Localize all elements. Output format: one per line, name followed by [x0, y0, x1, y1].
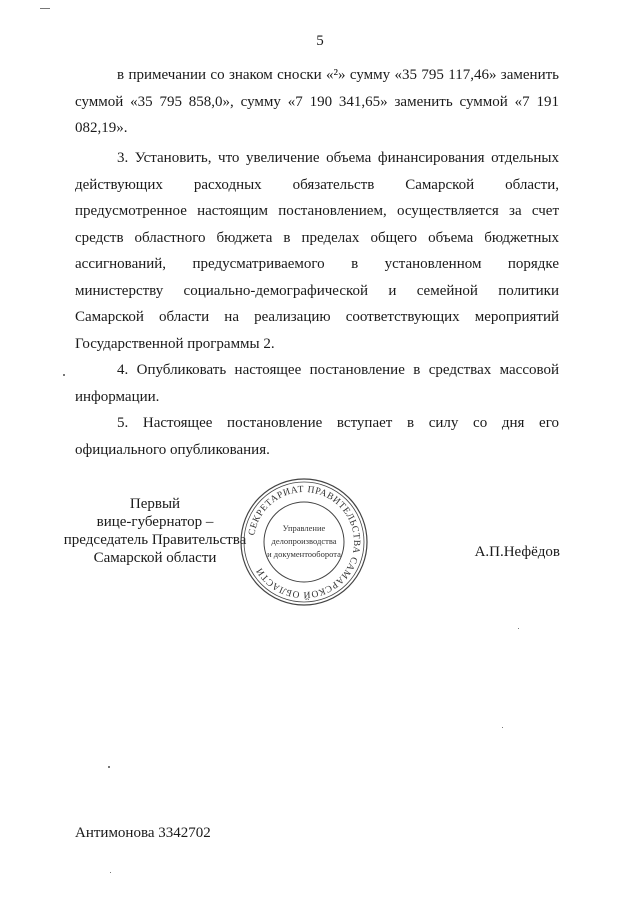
official-stamp	[238, 476, 370, 608]
paragraph-4: 4. Опубликовать настоящее постановление в средствах массовой информации.	[75, 362, 559, 405]
scan-artifact	[108, 766, 110, 768]
scan-artifact	[110, 872, 111, 873]
signer-name: А.П.Нефёдов	[474, 544, 560, 560]
signatory-title	[60, 495, 250, 567]
signatory-title-line: председатель Правительства	[63, 532, 247, 548]
scan-artifact	[63, 374, 65, 376]
executor-contact: Антимонова 3342702	[75, 825, 211, 841]
stamp-center-line: и документооборота	[267, 549, 341, 559]
paragraph-3: 3. Установить, что увеличение объема финансирования отдельных действующих расходных обязательств Самарской области, предусмотренное настоящим постановлением, осуществляется за счет средств областного бюджета в пределах общего объема бюджетных ассигнований, предусматриваемого в установленном порядке министерству социально-демографической и семейной политики Самарской области на реализацию соответствующих мероприятий Государственной программы 2.	[75, 150, 559, 352]
scan-artifact	[518, 628, 519, 629]
page-number: 5	[316, 33, 324, 49]
stamp-ring-text: СЕКРЕТАРИАТ ПРАВИТЕЛЬСТВА САМАРСКОЙ ОБЛАСТИ	[247, 484, 362, 600]
stamp-center-line: Управление	[282, 523, 326, 533]
scan-artifact	[502, 727, 503, 728]
signatory-title-line: Самарской области	[93, 550, 217, 566]
paragraph-footnote-amendment: в примечании со знаком сноски «²» сумму «35 795 117,46» заменить суммой «35 795 858,0», сумму «7 190 341,65» заменить суммой «7 191 082,19».	[75, 67, 559, 136]
paragraph-5: 5. Настоящее постановление вступает в силу со дня его официального опубликования.	[75, 415, 559, 458]
stamp-center-line: делопроизводства	[271, 536, 337, 546]
scan-artifact	[40, 8, 50, 9]
signatory-title-line: Первый	[129, 496, 181, 512]
signatory-title-line: вице-губернатор –	[96, 514, 214, 530]
